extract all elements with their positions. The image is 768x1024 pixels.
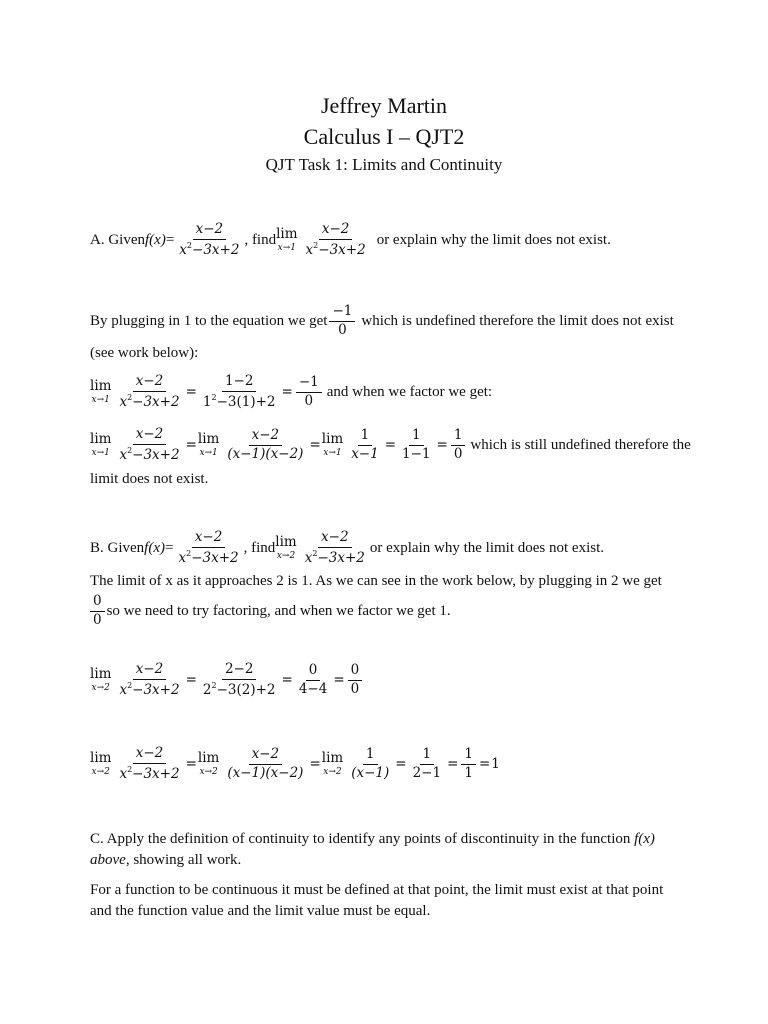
fraction: $\frac{x-2}{x^2-3x+2}$	[119, 373, 180, 410]
part-a-question: A. Given f(x) = $\frac{x-2}{x^2-3x+2}$ , find lim x→1 $\frac{x-2}{x^2-3x+2}$ or explain why the limit does not exist.	[90, 221, 611, 258]
fraction: $\frac{1}{1-1}$	[402, 427, 431, 462]
limit-operator: lim x→2	[321, 750, 344, 777]
result-value: 1	[491, 756, 500, 773]
fraction: $\frac{2-2}{2^2-3(2)+2}$	[202, 661, 276, 698]
fraction: $\frac{-1}{0}$	[296, 375, 322, 409]
fraction: $\frac{x-2}{x^2-3x+2}$	[305, 221, 366, 258]
limit-operator: lim x→2	[90, 750, 112, 777]
limit-operator: lim x→1	[321, 431, 344, 458]
part-a-explanation-line2: (see work below):	[90, 345, 199, 361]
fraction: $\frac{0}{4-4}$	[298, 662, 328, 697]
fraction: $\frac{1}{0}$	[451, 428, 466, 462]
part-c-answer-line1: For a function to be continuous it must be defined at that point, the limit must exist at that point	[90, 882, 664, 898]
author-name: Jeffrey Martin	[320, 93, 448, 118]
fraction: $\frac{0}{0}$	[90, 594, 105, 628]
fraction: $\frac{x-2}{(x-1)(x-2)}$	[227, 746, 304, 781]
part-b-equation-1: lim x→2 $\frac{x-2}{x^2-3x+2}$ = $\frac{2-2}{2^2-3(2)+2}$ = $\frac{0}{4-4}$ = $\frac{0}{0}$	[90, 662, 364, 698]
limit-operator: lim x→2	[90, 666, 112, 693]
fraction: $\frac{x-2}{x^2-3x+2}$	[119, 661, 180, 698]
part-b-equation-2: lim x→2 $\frac{x-2}{x^2-3x+2}$ = lim x→2 $\frac{x-2}{(x-1)(x-2)}$ = lim x→2 $\frac{1}{(x-1)}$ = $\frac{1}{2-1}$ = $\frac{1}{1}$ = 1	[90, 745, 500, 782]
part-c-answer-line2: and the function value and the limit value must be equal.	[90, 903, 431, 919]
part-a-explanation-line1: By plugging in 1 to the equation we get $\frac{-1}{0}$ which is undefined therefore the limit does not exist	[90, 303, 674, 338]
part-a-equation-1: lim x→1 $\frac{x-2}{x^2-3x+2}$ = $\frac{1-2}{1^2-3(1)+2}$ = $\frac{-1}{0}$ and when we factor we get:	[90, 373, 493, 410]
fraction: $\frac{1}{x-1}$	[351, 427, 379, 462]
part-c-question-line1: C. Apply the definition of continuity to identify any points of discontinuity in the function f(x)	[90, 831, 655, 847]
limit-operator: lim x→2	[275, 534, 297, 561]
fraction: $\frac{1}{1}$	[461, 747, 476, 781]
limit-operator: lim x→1	[90, 431, 112, 458]
limit-operator: lim x→2	[197, 750, 220, 777]
part-a-equation-2: lim x→1 $\frac{x-2}{x^2-3x+2}$ = lim x→1 $\frac{x-2}{(x-1)(x-2)}$ = lim x→1 $\frac{1}{x-1}$ = $\frac{1}{1-1}$ = $\frac{1}{0}$ which is still undefined therefore the	[90, 426, 691, 463]
fraction: $\frac{1}{2-1}$	[412, 746, 442, 781]
fraction: $\frac{1-2}{1^2-3(1)+2}$	[202, 373, 276, 410]
part-a-conclusion: limit does not exist.	[90, 471, 209, 487]
limit-operator: lim x→1	[90, 378, 112, 405]
course-title: Calculus I – QJT2	[303, 124, 465, 149]
fraction: $\frac{1}{(x-1)}$	[351, 746, 390, 781]
fraction: $\frac{x-2}{x^2-3x+2}$	[179, 221, 240, 258]
fraction: $\frac{0}{0}$	[348, 663, 363, 697]
part-b-explanation-line1: The limit of x as it approaches 2 is 1. As we can see in the work below, by plugging in 2 we get	[90, 573, 662, 589]
fraction: $\frac{x-2}{(x-1)(x-2)}$	[227, 427, 304, 462]
part-c-question-line2: above, showing all work.	[90, 852, 242, 868]
fraction: $\frac{x-2}{x^2-3x+2}$	[119, 426, 180, 463]
fraction: $\frac{x-2}{x^2-3x+2}$	[119, 745, 180, 782]
task-title: QJT Task 1: Limits and Continuity	[265, 155, 503, 174]
fraction: $\frac{x-2}{x^2-3x+2}$	[178, 529, 239, 566]
limit-operator: lim x→1	[276, 226, 298, 253]
fraction: $\frac{-1}{0}$	[329, 304, 355, 338]
fraction: $\frac{x-2}{x^2-3x+2}$	[304, 529, 365, 566]
limit-operator: lim x→1	[197, 431, 220, 458]
part-b-question: B. Given f(x) = $\frac{x-2}{x^2-3x+2}$ , find lim x→2 $\frac{x-2}{x^2-3x+2}$ or explain why the limit does not exist.	[90, 529, 604, 566]
part-b-explanation-line2: $\frac{0}{0}$ so we need to try factoring, and when we factor we get 1.	[90, 594, 451, 628]
